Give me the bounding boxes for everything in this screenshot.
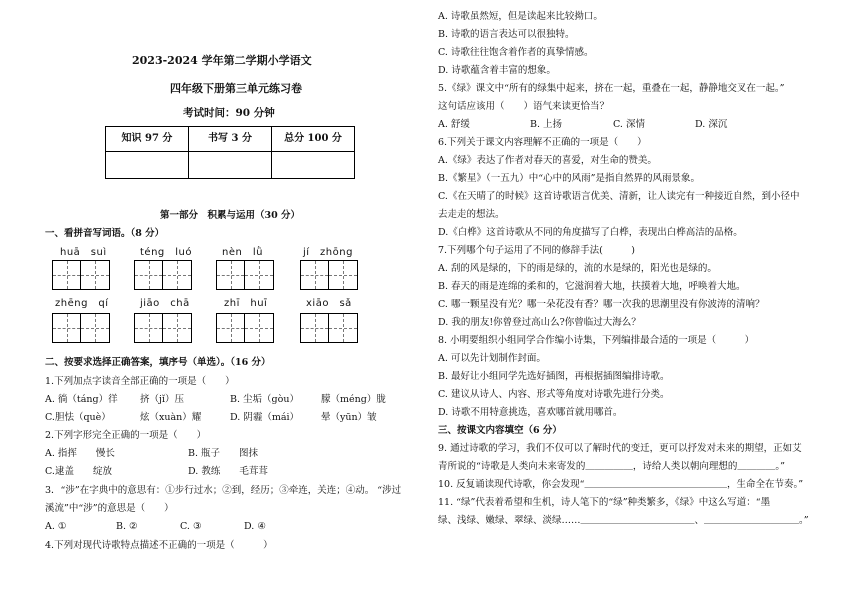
q1-option-d[interactable]: D. 阴霾（mái） [230, 412, 300, 423]
pinyin-label: zhī huī [224, 298, 268, 309]
q4-option-d[interactable]: D. 诗歌蕴含着丰富的想象。 [438, 65, 556, 76]
char-grid[interactable] [300, 260, 358, 290]
q2-option-d[interactable]: D. 教练 毛茸茸 [188, 466, 268, 477]
char-grid[interactable] [134, 260, 192, 290]
pinyin-label: zhēng qí [55, 298, 109, 309]
q8-option-d[interactable]: D. 诗歌不用特意挑选，喜欢哪首就用哪首。 [438, 407, 623, 418]
q3-option-d[interactable]: D. ④ [244, 521, 266, 532]
q7-option-c[interactable]: C. 哪一颗星没有光？哪一朵花没有香？哪一次我的思潮里没有你波涛的清响？ [438, 299, 765, 310]
q6-option-a[interactable]: A.《绿》表达了作者对春天的喜爱，对生命的赞美。 [438, 155, 657, 166]
question-11-cont[interactable]: 绿、浅绿、嫩绿、翠绿、淡绿……＿＿＿＿＿＿＿＿＿＿＿＿、＿＿＿＿＿＿＿＿＿＿。” [438, 515, 809, 526]
part-heading: 第一部分 积累与运用（30 分） [160, 210, 301, 221]
q5-option-b[interactable]: B. 上扬 [530, 119, 563, 130]
pinyin-label: téng luó [140, 247, 192, 258]
question-7: 7.下列哪个句子运用了不同的修辞手法( ) [438, 245, 635, 256]
q2-option-a[interactable]: A. 指挥 慢长 [45, 448, 115, 459]
score-cell-writing[interactable] [189, 152, 272, 179]
question-9-cont[interactable]: 青所说的“诗歌是人类向未来寄发的＿＿＿＿＿，诗给人类以朝向理想的＿＿＿＿。” [438, 461, 785, 472]
question-6: 6.下列关于课文内容理解不正确的一项是（ ） [438, 137, 647, 148]
q1-option-c[interactable]: C.胆怯（què） [45, 412, 111, 423]
question-4: 4.下列对现代诗歌特点描述不正确的一项是（ ） [45, 540, 273, 551]
q1-option-b-word2: 朦（méng）胧 [321, 394, 386, 405]
q1-option-a-word2: 挤（jǐ）压 [140, 394, 184, 405]
title-line-1: 2023-2024 学年第二学期小学语文 [132, 54, 312, 67]
q6-option-c[interactable]: C.《在天晴了的时候》这首诗歌语言优美、清新，让人读完有一种接近自然，到小径中 [438, 191, 800, 202]
title-line-2: 四年级下册第三单元练习卷 [170, 82, 302, 95]
question-11: 11. “绿”代表着希望和生机，诗人笔下的“绿”种类繁多，《绿》中这么写道：“墨 [438, 497, 771, 508]
score-header-writing: 书写 3 分 [189, 127, 272, 152]
pinyin-label: jí zhōng [303, 247, 353, 258]
char-grid[interactable] [216, 260, 274, 290]
question-5-cont: 这句话应该用（ ）语气来读更恰当？ [438, 101, 610, 112]
q4-option-b[interactable]: B. 诗歌的语言表达可以很独特。 [438, 29, 575, 40]
q3-option-a[interactable]: A. ① [45, 521, 67, 532]
q7-option-d[interactable]: D. 我的朋友!你曾登过高山么?你曾临过大海么？ [438, 317, 641, 328]
question-3-cont: 溪流”中“涉”的意思是（ ） [45, 503, 174, 514]
q5-option-d[interactable]: D. 深沉 [695, 119, 728, 130]
score-header-knowledge: 知识 97 分 [106, 127, 189, 152]
question-3: 3．“涉”在字典中的意思有：①步行过水；②到，经历；③牵连，关连；④动。 “涉过 [45, 485, 402, 496]
question-5: 5.《绿》课文中“所有的绿集中起来，挤在一起，重叠在一起，静静地交叉在一起。” [438, 83, 785, 94]
score-table [105, 126, 355, 179]
char-grid[interactable] [52, 313, 110, 343]
q6-option-d[interactable]: D.《白桦》这首诗歌从不同的角度描写了白桦，表现出白桦高洁的品格。 [438, 227, 743, 238]
q1-option-c-word2: 炫（xuàn）耀 [140, 412, 202, 423]
question-9: 9. 通过诗歌的学习，我们不仅可以了解时代的变迁，更可以抒发对未来的期望，正如艾 [438, 443, 802, 454]
question-10[interactable]: 10. 反复诵读现代诗歌，你会发现“＿＿＿＿＿＿＿＿＿＿＿＿＿＿＿，生命全在节奏。” [438, 479, 804, 490]
score-header-total: 总分 100 分 [272, 127, 355, 152]
score-cell-knowledge[interactable] [106, 152, 189, 179]
q3-option-b[interactable]: B. ② [116, 521, 138, 532]
pinyin-label: jiāo chā [140, 298, 190, 309]
char-grid[interactable] [216, 313, 274, 343]
q6-option-c-cont: 去走走的想法。 [438, 209, 505, 220]
pinyin-label: nèn lǜ [222, 247, 263, 258]
exam-time: 考试时间：90 分钟 [183, 107, 275, 119]
q3-option-c[interactable]: C. ③ [180, 521, 202, 532]
question-2: 2.下列字形完全正确的一项是（ ） [45, 430, 207, 441]
question-8: 8. 小明要组织小组同学合作编小诗集，下列编排最合适的一项是（ ） [438, 335, 755, 346]
q8-option-a[interactable]: A. 可以先计划制作封面。 [438, 353, 546, 364]
q8-option-b[interactable]: B. 最好让小组同学先选好插图，再根据插图编排诗歌。 [438, 371, 670, 382]
q4-option-c[interactable]: C. 诗歌往往饱含着作者的真挚情感。 [438, 47, 594, 58]
char-grid[interactable] [134, 313, 192, 343]
score-cell-total[interactable] [272, 152, 355, 179]
char-grid[interactable] [52, 260, 110, 290]
section3-title: 三、按课文内容填空（6 分） [438, 425, 562, 436]
q6-option-b[interactable]: B.《繁星》（一五九）中“心中的风雨”是指自然界的风雨景象。 [438, 173, 700, 184]
section1-title: 一、看拼音写词语。（8 分） [45, 228, 165, 239]
q4-option-a[interactable]: A. 诗歌虽然短，但是读起来比较拗口。 [438, 11, 603, 22]
section2-title: 二、按要求选择正确答案，填序号（单选）。（16 分） [45, 357, 271, 368]
q7-option-a[interactable]: A. 刮的风是绿的，下的雨是绿的，流的水是绿的，阳光也是绿的。 [438, 263, 717, 274]
q2-option-b[interactable]: B. 瓶子 图抹 [188, 448, 259, 459]
q8-option-c[interactable]: C. 建议从诗人、内容、形式等角度对诗歌先进行分类。 [438, 389, 670, 400]
q2-option-c[interactable]: C.逮盖 绽放 [45, 466, 112, 477]
q1-option-b[interactable]: B. 尘垢（gòu） [230, 394, 299, 405]
q1-option-d-word2: 晕（yūn）皱 [321, 412, 377, 423]
pinyin-label: huā suì [60, 247, 107, 258]
char-grid[interactable] [300, 313, 358, 343]
question-1: 1.下列加点字读音全部正确的一项是（ ） [45, 376, 235, 387]
q5-option-a[interactable]: A. 舒缓 [438, 119, 470, 130]
pinyin-label: xiāo sǎ [306, 298, 352, 309]
q5-option-c[interactable]: C. 深情 [613, 119, 645, 130]
q7-option-b[interactable]: B. 春天的雨是连绵的柔和的，它滋润着大地，扶摸着大地，呼唤着大地。 [438, 281, 746, 292]
q1-option-a[interactable]: A. 徜（táng）徉 [45, 394, 118, 405]
